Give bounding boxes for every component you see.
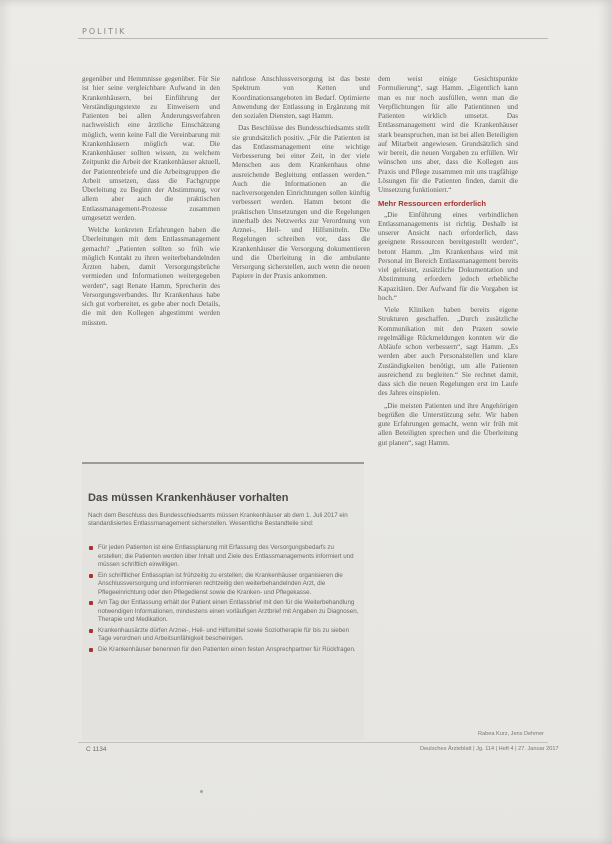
list-item-text: Für jeden Patienten ist eine Entlassplanung mit Erfassung des Versorgungsbedarfs zu erstellen; die Patienten werden über Inhalt und Ziele des Entlassmanagements informiert und müssen schriftlich einwilligen. — [98, 544, 354, 568]
list-item — [88, 599, 360, 625]
list-item-text: Ein schriftlicher Entlassplan ist frühzeitig zu erstellen; die Krankenhäuser organisieren die Anschlussversorgung und informieren rechtzeitig den weiterbehandelnden Arzt, die Pflegeeinrichtung oder den Pflegedienst sowie die Kranken- und Pflegekasse. — [98, 571, 343, 596]
paragraph: dem weist einige Gesichtspunkte Formulierung“, sagt Hamm. „Eigentlich kann man es nur noch ausfüllen, wenn man die Verpflichtungen für alle Patientinnen und Patienten wirklich umsetzt. Das Entlassmanagement wird die Krankenhäuser stark beanspruchen, man ist bei allen Beteiligten auf Mitarbeit angewiesen. Grundsätzlich sind wir bereit, die neuen Vorgaben zu erfüllen. Wir wünschen uns aber, dass die Kollegen aus Praxis und Pflege zusammen mit uns tragfähige Lösungen für die Patienten finden, damit die Umsetzung funktioniert.“ — [378, 75, 518, 194]
paragraph: Welche konkreten Erfahrungen haben die Überleitungen mit dem Entlassmanagement gemacht? „Patienten sollten so früh wie möglich Kontakt zu ihren weiterbehandelnden Ärzten haben, damit Versorgungsbrüche vermieden und Informationen weitergegeben werden“, sagt Renate Hamm, Sprecherin des Versorgungsverbandes. Ihr Krankenhaus habe sich gut vorbereitet, es gebe aber noch Details, die mit den Kollegen abgestimmt werden müssten. — [82, 226, 220, 327]
paragraph: nahtlose Anschlussversorgung ist das beste Spektrum von Ketten und Koordinationsangeboten im Bedarf. Optimierte Anwendung der Entlassung in Ergänzung mit den sozialen Diensten, sagt Hamm. — [232, 75, 370, 120]
bullet-square-icon — [89, 648, 93, 652]
text-column-2 — [232, 75, 370, 455]
info-box-intro: Nach dem Beschluss des Bundesschiedsamts müssen Krankenhäuser ab dem 1. Juli 2017 ein standardisiertes Entlassmanagement sicherstellen. Wesentliche Bestandteile sind: — [88, 512, 348, 528]
section-label: POLITIK — [82, 27, 127, 36]
scan-speck — [200, 790, 203, 793]
paragraph: Das Beschlüsse des Bundesschiedsamts stellt sie grundsätzlich positiv. „Für die Patienten ist das Entlassmanagement eine wichtige Verbesserung bei einer Zeit, in der viele Menschen aus dem Krankenhaus ohne ausreichende Begleitung entlassen werden.“ Auch die Informationen an die nachversorgenden Einrichtungen sollen künftig verbessert werden. Hamm betont die praktischen Umsetzungen und die Regelungen innerhalb des Netzwerks zur Verordnung von Arznei-, Heil- und Hilfsmitteln. Die Regelungen schreiben vor, dass die Krankenhäuser die Versorgung dokumentieren und die Überleitung in die ambulante Versorgung sicherstellen, auch wenn die neuen Papiere in der Praxis ankommen. — [232, 124, 370, 281]
list-item-text: Die Krankenhäuser benennen für den Patienten einen festen Ansprechpartner für Rückfragen. — [98, 645, 356, 653]
list-item-text: Krankenhausärzte dürfen Arznei-, Heil- und Hilfsmittel sowie Soziotherapie für bis zu sieben Tage verordnen und Arbeitsunfähigkeit bescheinigen. — [98, 626, 350, 642]
info-box — [82, 462, 364, 740]
section-header-rule — [78, 26, 548, 39]
list-item — [88, 646, 360, 655]
paragraph: „Die Einführung eines verbindlichen Entlassmanagements ist richtig. Deshalb ist unserer Ansicht nach erforderlich, dass geeignete Ressourcen bereitgestellt werden“, betont Hamm. „Im Krankenhaus wird mit Personal im Bereich Entlassmanagement bereits viel geleistet, zusätzliche Dokumentation und Abstimmung erfordern jedoch erhebliche Kapazitäten. Der Aufwand für die Vorgaben ist hoch.“ — [378, 210, 518, 302]
paragraph: gegenüber und Hemmnisse gegenüber. Für Sie ist hier seine vergleichbare Aufwand in den Krankenhäusern, bei Einführung der Verständigungstexte zu Einweisern und Patienten bei allen Änderungsverfahren nachweislich eine ärztliche Einschätzung möglich, wenn keine Fall die Vereinbarung mit Krankenhäusern möglich war. Die Krankenhäuser sollten wissen, zu welchem Zeitpunkt die Arbeit der Krankenhäuser aktuell, der Patientenbriefe und die Arbeitsgruppen die Arbeit umsetzen, dass die Fachgruppe Überleitung zu Beginn der Abstimmung, vor allem aber auch die praktischen Entlassmanagement-Prozesse zusammen umgesetzt werden. — [82, 75, 220, 222]
list-item — [88, 627, 360, 644]
list-item — [88, 544, 360, 570]
footer-rule — [78, 742, 548, 743]
bullet-square-icon — [89, 601, 93, 605]
list-item — [88, 572, 360, 598]
bullet-square-icon — [89, 574, 93, 578]
paragraph: „Die meisten Patienten und ihre Angehörigen begrüßen die Unterstützung sehr. Wir haben gute Erfahrungen gemacht, wenn wir früh mit allen Beteiligten sprechen und die Überleitung gut planen“, sagt Hamm. — [378, 401, 518, 447]
info-box-title: Das müssen Krankenhäuser vorhalten — [88, 492, 289, 504]
bullet-square-icon — [89, 629, 93, 633]
paragraph: Viele Kliniken haben bereits eigene Strukturen geschaffen. „Durch zusätzliche Kommunikation mit den Praxen sowie regelmäßige Rückmeldungen konnten wir die Abläufe schon verbessern“, sagt Hamm. „Es werden aber auch Personalstellen und klare Zuständigkeiten benötigt, um alle Patienten ausreichend zu begleiten.“ Sie rechnet damit, dass sich die neuen Regelungen erst im Laufe des Jahres einspielen. — [378, 306, 518, 398]
list-item-text: Am Tag der Entlassung erhält der Patient einen Entlassbrief mit den für die Weiterbehandlung notwendigen Informationen, mindestens einen vorläufigen Arztbrief mit Angaben zu Diagnosen, Therapie und Medikation. — [98, 599, 359, 623]
text-column-3 — [378, 75, 518, 731]
journal-citation: Deutsches Ärzteblatt | Jg. 114 | Heft 4 | 27. Januar 2017 — [420, 746, 559, 752]
subheading: Mehr Ressourcen erforderlich — [378, 199, 487, 209]
page-number: C 1134 — [86, 746, 107, 753]
author-credit: Rabea Kurz, Jens Dehmer — [478, 731, 544, 737]
bullet-square-icon — [89, 546, 93, 550]
info-box-list — [88, 544, 360, 656]
text-column-1 — [82, 75, 220, 455]
